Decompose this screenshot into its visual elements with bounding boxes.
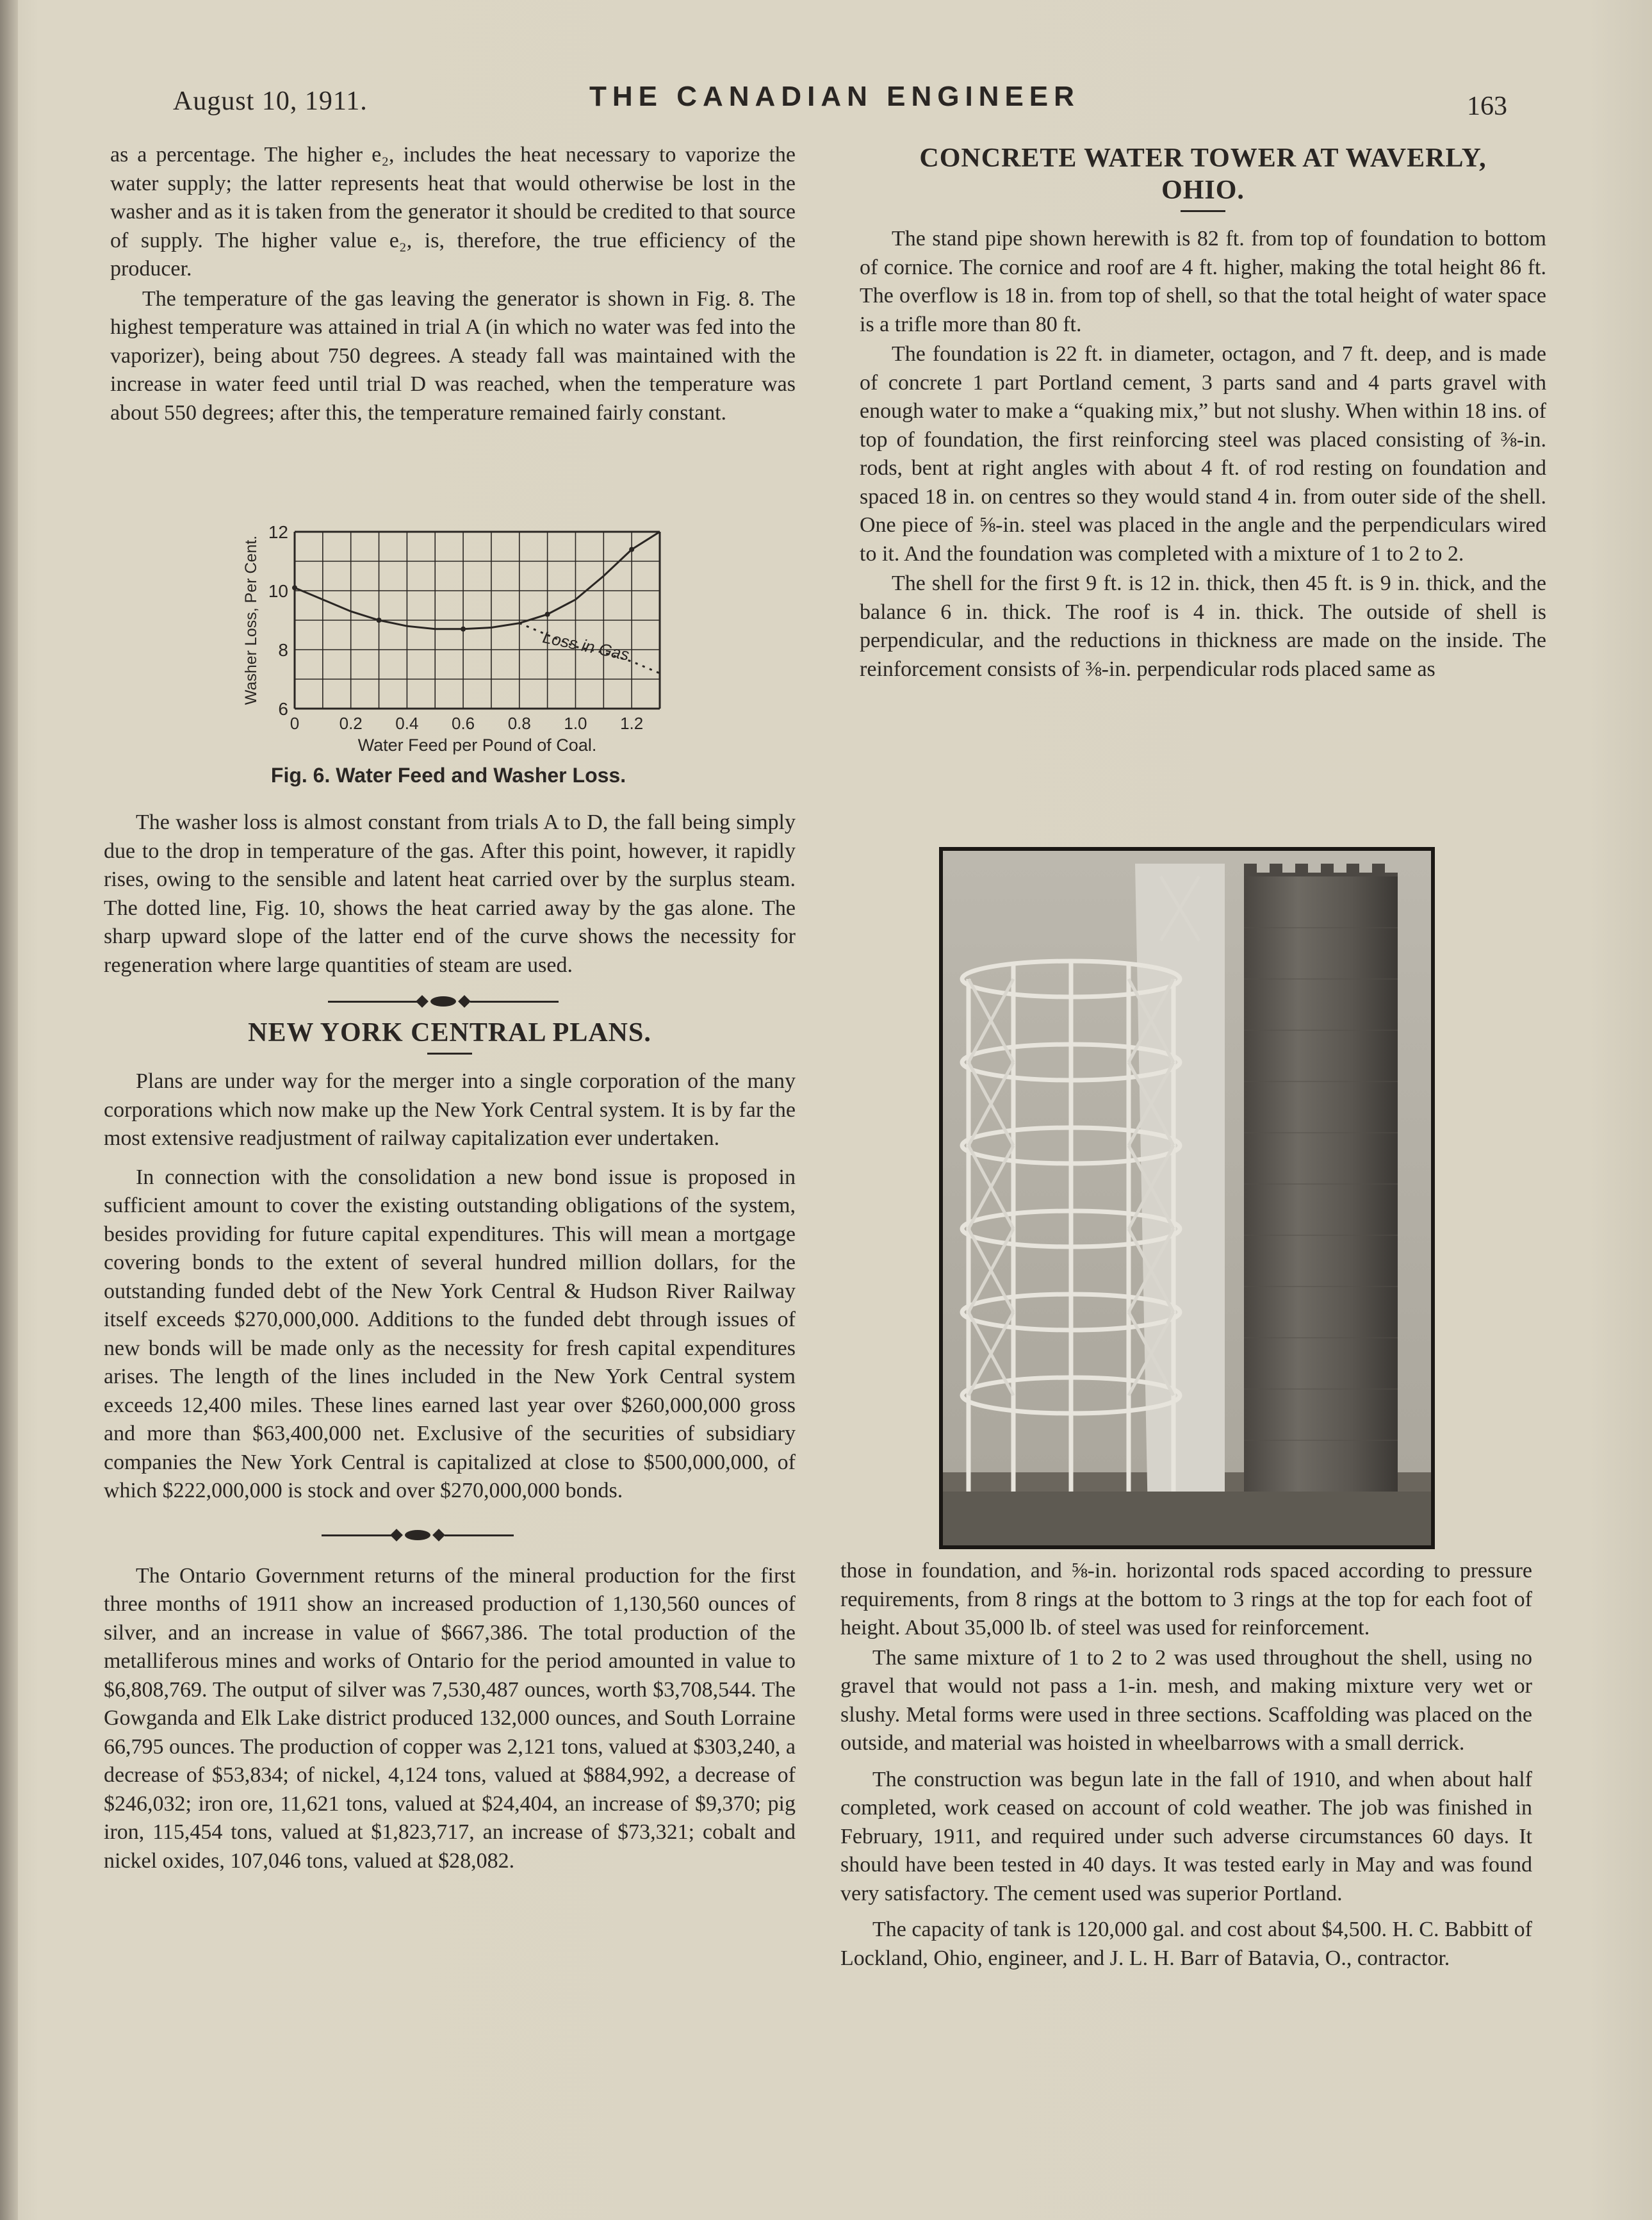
article-title-water-tower: CONCRETE WATER TOWER AT WAVERLY, OHIO. (919, 144, 1487, 205)
data-point (629, 547, 634, 552)
x-tick-label: 1.2 (620, 714, 644, 733)
running-header (102, 77, 1512, 128)
data-point (461, 627, 466, 632)
paragraph: The temperature of the gas leaving the generator is shown in Fig. 8. The highest temperature was attained in trial A (in which no water was fed into the vaporizer), being about 750 degrees. A steady fall was maintained with the increase in water feed until trial D was reached, when the temperature was about 550 degrees; after this, the temperature remained fairly constant. (110, 286, 796, 425)
x-axis-label: Water Feed per Pound of Coal. (357, 736, 597, 755)
page-binding-edge (0, 0, 18, 2220)
x-tick-label: 0.8 (507, 714, 531, 733)
x-tick-label: 0 (290, 714, 300, 733)
paragraph: The shell for the first 9 ft. is 12 in. thick, then 45 ft. is 9 in. thick, and the balance 6 in. thick. The roof is 4 in. thick. The outside of shell is perpendicular, and the reductions in thickness are made on the inside. The reinforcement consists of ⅜-in. perpendicular rods placed same as (860, 571, 1546, 681)
water-tower-photo (939, 847, 1435, 1549)
article-title-nyc: NEW YORK CENTRAL PLANS. (248, 1018, 651, 1048)
header-date: August 10, 1911. (173, 86, 368, 116)
y-tick-label: 8 (278, 640, 288, 660)
x-tick-label: 0.4 (395, 714, 419, 733)
y-tick-label: 6 (278, 699, 288, 719)
paragraph: those in foundation, and ⅝-in. horizontal rods spaced according to pressure requirements, from 8 rings at the bottom to 3 rings at the top for each foot of height. About 35,000 lb. of steel was used for reinforcement. (840, 1559, 1532, 1640)
paragraph: The foundation is 22 ft. in diameter, octagon, and 7 ft. deep, and is made of concrete 1 part Portland cement, 3 parts sand and 4 parts gravel with enough water to make a “quaking mix,” but not slushy. When within 18 ins. of top of foundation, the first reinforcing steel was placed consisting of ⅜-in. rods, bent at right angles with about 4 ft. of rod resting on foundation and spaced 18 in. on centres so they would stand 4 in. from outer side of the shell. One piece of ⅝-in. steel was placed in the angle and the perpendiculars wired to it. And the foundation was completed with a mixture of 1 to 2 to 2. (860, 342, 1546, 566)
right-column-top (860, 142, 1546, 685)
right-column-lower (840, 1557, 1532, 1974)
y-tick-label: 12 (268, 522, 288, 542)
paragraph: as a percentage. The higher e₂, includes the heat necessary to vaporize the water supply; the latter represents heat that would otherwise be lost in the washer and as it is taken from the generator it should be credited to that source of supply. The higher value e₂, is, therefore, the true efficiency of the producer. (110, 143, 796, 281)
journal-title: THE CANADIAN ENGINEER (589, 81, 1080, 112)
paragraph: The washer loss is almost constant from trials A to D, the fall being simply due to the drop in temperature of the gas. After this point, however, it rapidly rises, owing to the sensible and latent heat carried over by the surplus steam. The dotted line, Fig. 10, shows the heat carried away by the gas alone. The sharp upward slope of the latter end of the curve shows the necessity for regeneration where large quantities of steam are used. (104, 810, 796, 977)
data-point (377, 618, 382, 623)
x-tick-label: 0.6 (451, 714, 475, 733)
page-number: 163 (1467, 92, 1507, 121)
paragraph: The same mixture of 1 to 2 to 2 was used throughout the shell, using no gravel that would not pass a 1-in. mesh, and making mixture very wet or slushy. Metal forms were used in three sections. Scaffolding was placed on the outside, and material was hoisted in wheelbarrows with a small derrick. (840, 1645, 1532, 1755)
paragraph: The construction was begun late in the fall of 1910, and when about half completed, work ceased on account of cold weather. The job was finished in February, 1911, and required under such adverse circumstances 60 days. It should have been tested in 40 days. It was tested early in May and was found very satisfactory. The cement used was superior Portland. (840, 1767, 1532, 1905)
x-tick-label: 0.2 (339, 714, 363, 733)
figure-caption: Fig. 6. Water Feed and Washer Loss. (270, 764, 626, 787)
y-axis-label: Washer Loss, Per Cent. (242, 535, 260, 705)
paragraph: The capacity of tank is 120,000 gal. and cost about $4,500. H. C. Babbitt of Lockland, Ohio, engineer, and J. L. H. Barr of Batavia, O., contractor. (840, 1918, 1532, 1970)
chart-svg (231, 519, 717, 775)
ornament-divider (104, 989, 796, 1014)
data-point (292, 585, 297, 590)
x-tick-label: 1.0 (564, 714, 587, 733)
series-line-washer-loss (295, 532, 660, 629)
paragraph: In connection with the consolidation a new bond issue is proposed in sufficient amount to cover the existing outstanding obligations of the system, besides providing for future capital expenditures. This will mean a mortgage covering bonds to the extent of several hundred million dollars, for the outstanding funded debt of the New York Central & Hudson River Railway itself exceeds $270,000,000. Additions to the funded debt through issues of new bonds will be made only as the necessity for fresh capital expenditures arises. The length of the lines included in the New York Central system exceeds 12,400 miles. These lines earned last year over $260,000,000 gross and more than $63,400,000 net. Exclusive of the securities of subsidiary companies the New York Central is capitalized at close to $500,000,000, of which $222,000,000 is stock and over $270,000,000 bonds. (104, 1165, 796, 1502)
left-column-top (110, 141, 796, 429)
annotation-loss-in-gas: Loss in Gas (541, 627, 632, 664)
left-column-lower (104, 809, 796, 1877)
data-point (545, 612, 550, 617)
figure-6-chart (231, 519, 717, 788)
paragraph: Plans are under way for the merger into a single corporation of the many corporations which now make up the New York Central system. It is by far the most extensive readjustment of railway capitalization ever undertaken. (104, 1069, 796, 1150)
photo-illustration (943, 851, 1431, 1545)
paragraph: The stand pipe shown herewith is 82 ft. from top of foundation to bottom of cornice. The cornice and roof are 4 ft. higher, making the total height 86 ft. The overflow is 18 in. from top of shell, so that the total height of water space is a trifle more than 80 ft. (860, 227, 1546, 336)
title-rule (427, 1053, 472, 1055)
title-rule (1181, 210, 1225, 212)
y-tick-label: 10 (268, 581, 288, 601)
ornament-divider (104, 1516, 796, 1554)
paragraph: The Ontario Government returns of the mineral production for the first three months of 1911 show an increased production of 1,130,560 ounces of silver, and an increase in value of $667,386. The total production of the metalliferous mines and works of Ontario for the period amounted in value to $6,808,769. The output of silver was 7,530,487 ounces, worth $3,708,544. The Gowganda and Elk Lake district produced 132,000 ounces, and South Lorraine 66,795 ounces. The production of copper was 2,121 tons, valued at $303,240, a decrease of $53,834; of nickel, 4,124 tons, valued at $884,992, a decrease of $246,032; iron ore, 11,621 tons, valued at $24,404, an increase of $9,370; pig iron, 115,454 tons, valued at $1,823,717, an increase of $73,321; cobalt and nickel oxides, 107,046 tons, valued at $28,082. (104, 1563, 796, 1873)
